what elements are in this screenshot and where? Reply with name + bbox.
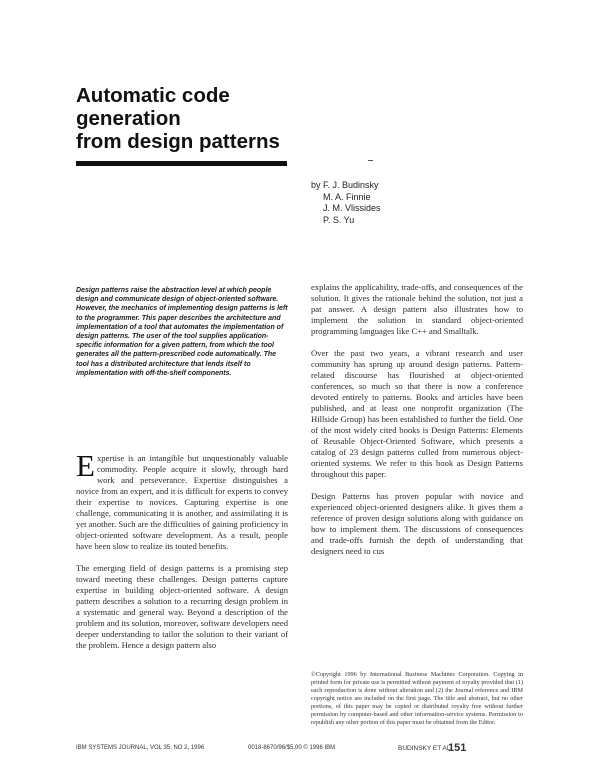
page-number: 151 xyxy=(448,742,467,754)
copyright-footnote: ©Copyright 1996 by International Business Machines Corporation. Copying in printed form for private use is permitted without payment of royalty provided that (1) each reproduction is done without alteration and (2) the Journal reference and IBM copyright notice are included on the first page. The title and abstract, but no other portions, of this paper may be copied or distributed royalty free without further permission by computer-based and other information-service systems. Permission to republish any other portion of this paper must be obtained from the Editor. xyxy=(311,671,523,726)
drop-cap: E xyxy=(76,448,95,483)
author-name: F. J. Budinsky xyxy=(323,180,379,190)
author-name: M. A. Finnie xyxy=(323,191,371,202)
title-line: Automatic code xyxy=(76,84,230,107)
body-paragraph: Over the past two years, a vibrant research and user community has sprung up around design patterns. Pattern-related discourse has flourished at object-oriented conferences, so much so that there is now a conference devoted entirely to patterns. Books and articles have been published, and at least one nonprofit organization (The Hillside Group) has been established to further the field. One of the most widely cited books is Design Patterns: Elements of Reusable Object-Oriented Software, which presents a catalog of 23 design patterns culled from numerous object-oriented systems. We refer to this book as Design Patterns throughout this paper. xyxy=(311,348,523,479)
body-column-right xyxy=(311,282,523,568)
paper-title xyxy=(76,84,296,153)
title-rule xyxy=(76,161,287,166)
by-label: by xyxy=(311,180,321,190)
page-footer xyxy=(76,742,524,756)
body-paragraph: The emerging field of design patterns is a promising step toward meeting these challenges. Design patterns capture expertise in building object-oriented software. A design pattern describes a solution to a recurring design problem in a systematic and general way. Beyond a description of the problem and its solution, moreover, software developers need deeper understanding to tailor the solution to their variant of the problem. Hence a design pattern also xyxy=(76,563,288,650)
author-name: P. S. Yu xyxy=(323,214,355,225)
journal-citation: IBM SYSTEMS JOURNAL, VOL 35, NO 2, 1996 xyxy=(76,745,205,751)
body-paragraph: explains the applicability, trade-offs, and consequences of the solution. It gives the rationale behind the solution, not just a pat answer. A design pattern also illustrates how to implement the solution in standard object-oriented programming languages like C++ and Smalltalk. xyxy=(311,282,523,336)
copyright-code: 0018-8670/96/$5.00 © 1996 IBM xyxy=(248,745,336,751)
abstract: Design patterns raise the abstraction level at which people design and communicate design of object-oriented software. However, the mechanics of implementing design patterns is left to the programmer. This paper describes the architecture and implementation of a tool that automates the implementation of design patterns. The user of the tool supplies application-specific information for a given pattern, from which the tool generates all the pattern-prescribed code automatically. The tool has a distributed architecture that lends itself to implementation with off-the-shelf components. xyxy=(76,287,288,377)
body-paragraph: Design Patterns has proven popular with novice and experienced object-oriented designers alike. It gives them a reference of proven design solutions along with guidance on how to implement them. The discussions of consequences and trade-offs furnish the depth of understanding that designers need to cus xyxy=(311,491,523,556)
divider-mark xyxy=(368,160,373,161)
title-line: from design patterns xyxy=(76,130,280,153)
author-list xyxy=(311,180,381,226)
body-column-left xyxy=(76,448,288,662)
author-name: J. M. Vlissides xyxy=(323,203,381,213)
body-paragraph: xpertise is an intangible but unquestionably valuable commodity. People acquire it slowly, through hard work and perseverance. Expertise distinguishes a novice from an expert, and it is difficult for experts to convey their expertise to novices. Capturing expertise is one challenge, communicating it is another, and assimilating it is yet another. Such are the difficulties of gaining proficiency in object-oriented software development. As a result, people have been slow to realize its touted benefits. xyxy=(76,453,288,551)
running-authors: BUDINSKY ET AL. xyxy=(398,745,453,752)
title-line: generation xyxy=(76,107,181,130)
